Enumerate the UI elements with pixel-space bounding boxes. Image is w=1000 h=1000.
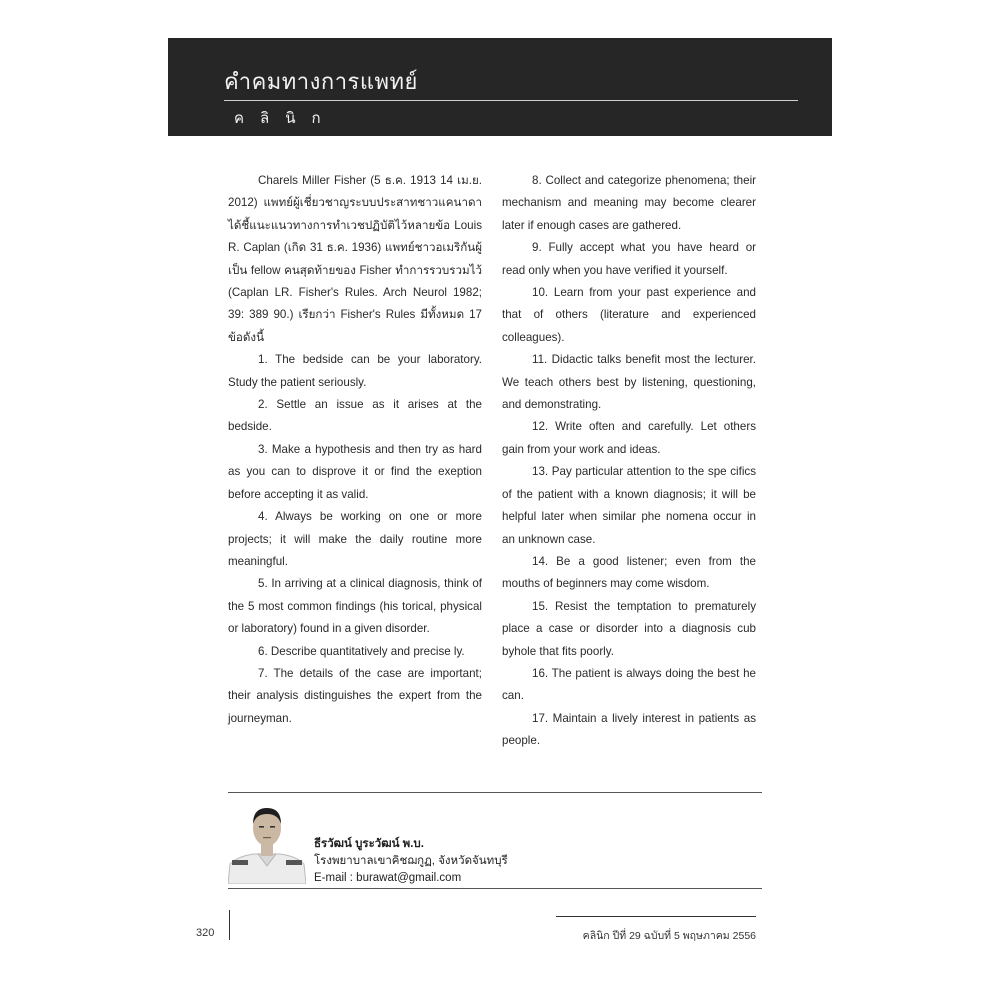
rule-14: 14. Be a good listener; even from the mouths of beginners may come wisdom. bbox=[502, 554, 756, 591]
section-subtitle: คลินิก bbox=[234, 109, 337, 127]
rule-11: 11. Didactic talks benefit most the lecturer. We teach others best by listening, questioning, and demonstrating. bbox=[502, 353, 756, 412]
author-affiliation: โรงพยาบาลเขาคิชฌกูฏ, จังหวัดจันทบุรี bbox=[314, 855, 508, 867]
rule-1: 1. The bedside can be your laboratory. Study the patient seriously. bbox=[228, 353, 482, 389]
rule-6: 6. Describe quantitatively and precise ly. bbox=[258, 644, 465, 658]
author-photo bbox=[228, 800, 306, 884]
footer-horizontal-rule bbox=[556, 916, 756, 917]
author-info bbox=[314, 836, 508, 887]
author-divider-top bbox=[228, 792, 762, 793]
section-header bbox=[168, 38, 832, 136]
rule-10: 10. Learn from your past experience and that of others (literature and experienced colleagues). bbox=[502, 286, 756, 344]
rule-5: 5. In arriving at a clinical diagnosis, think of the 5 most common findings (his torical, physical or laboratory) found in a given disorder. bbox=[228, 577, 482, 636]
author-name: ธีรวัฒน์ บูระวัฒน์ พ.บ. bbox=[314, 838, 424, 850]
rule-13: 13. Pay particular attention to the spe cifics of the patient with a known diagnosis; it will be helpful later when similar phe nomena occur in an unknown case. bbox=[502, 465, 756, 546]
rule-3: 3. Make a hypothesis and then try as hard as you can to disprove it or find the exeption before accepting it as valid. bbox=[228, 442, 482, 501]
rule-16: 16. The patient is always doing the best he can. bbox=[502, 666, 756, 703]
author-divider-bottom bbox=[228, 888, 762, 889]
rule-7: 7. The details of the case are important; their analysis distinguishes the expert from the journeyman. bbox=[228, 666, 482, 725]
left-column bbox=[228, 170, 482, 730]
rule-15: 15. Resist the temptation to prematurely place a case or disorder into a diagnosis cub byhole that fits poorly. bbox=[502, 599, 756, 658]
right-column bbox=[502, 170, 756, 753]
section-title: คำคมทางการแพทย์ bbox=[224, 70, 418, 95]
rule-2: 2. Settle an issue as it arises at the bedside. bbox=[228, 398, 482, 434]
page-number: 320 bbox=[196, 927, 215, 939]
rule-4: 4. Always be working on one or more projects; it will make the daily routine more meaningful. bbox=[228, 510, 482, 568]
header-divider bbox=[224, 100, 798, 101]
rule-12: 12. Write often and carefully. Let others gain from your work and ideas. bbox=[502, 420, 756, 456]
footer-vertical-rule bbox=[229, 910, 230, 940]
rule-9: 9. Fully accept what you have heard or read only when you have verified it yourself. bbox=[502, 241, 756, 277]
rule-8: 8. Collect and categorize phenomena; their mechanism and meaning may become clearer later if enough cases are gathered. bbox=[502, 174, 756, 232]
author-email: E-mail : burawat@gmail.com bbox=[314, 872, 462, 884]
rule-17: 17. Maintain a lively interest in patients as people. bbox=[502, 711, 756, 748]
intro-paragraph: Charels Miller Fisher (5 ธ.ค. 1913 14 เม.ย. 2012) แพทย์ผู้เชี่ยวชาญระบบประสาทชาวแคนาดาได้ชี้แนะแนวทางการทำเวชปฏิบัติไว้หลายข้อ Louis R. Caplan (เกิด 31 ธ.ค. 1936) แพทย์ชาวอเมริกันผู้เป็น fellow คนสุดท้ายของ Fisher ทำการรวบรวมไว้ (Caplan LR. Fisher's Rules. Arch Neurol 1982; 39: 389 90.) เรียกว่า Fisher's Rules มีทั้งหมด 17 ข้อดังนี้ bbox=[228, 174, 482, 344]
journal-citation: คลินิก ปีที่ 29 ฉบับที่ 5 พฤษภาคม 2556 bbox=[582, 930, 756, 942]
